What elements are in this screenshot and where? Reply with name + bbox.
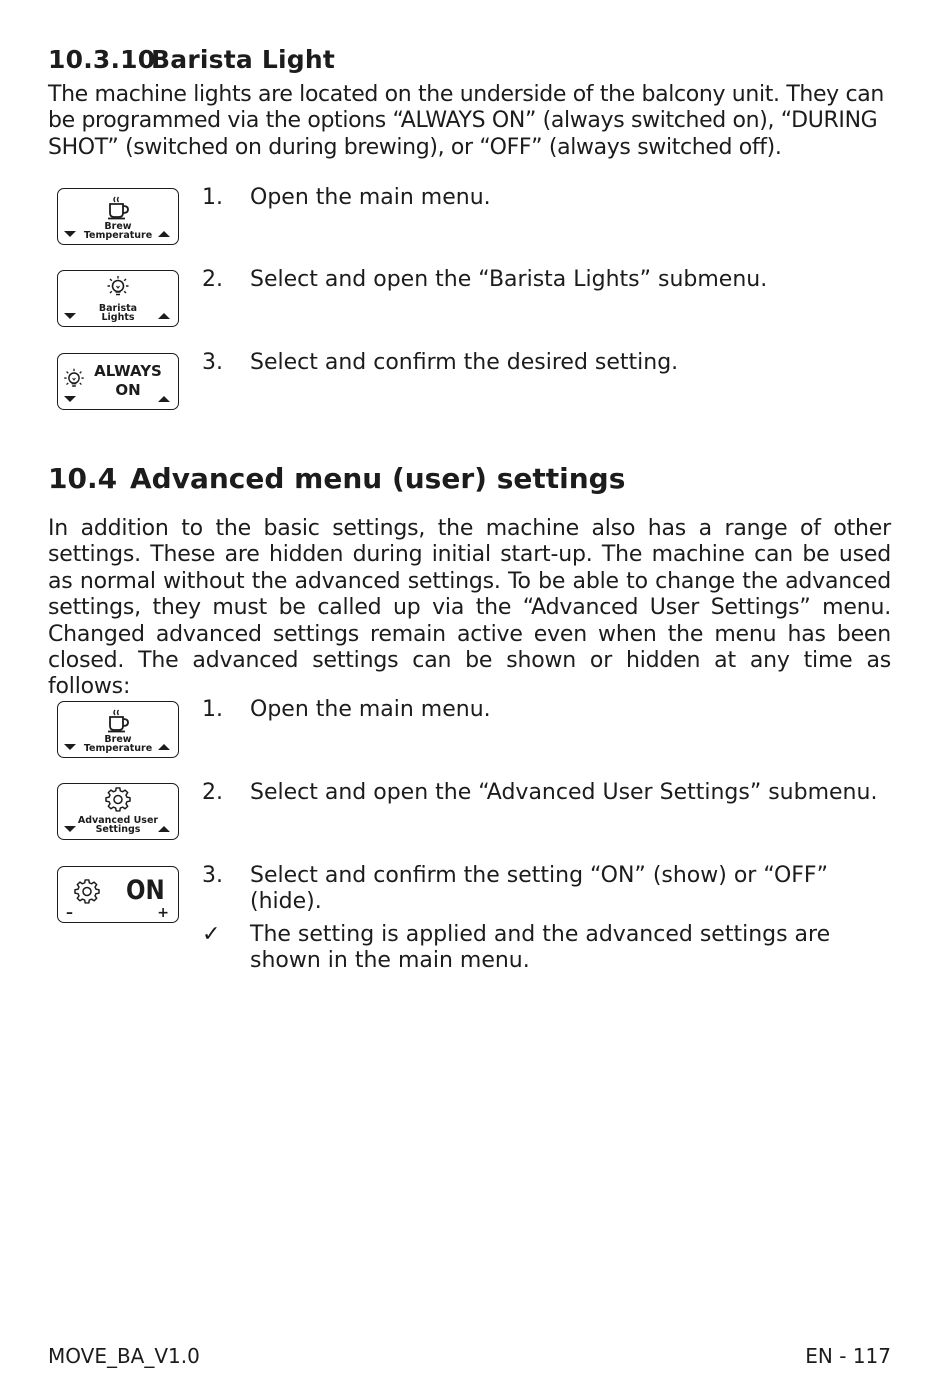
up-arrow-icon [158, 826, 170, 832]
section-heading-advanced-settings [48, 462, 625, 495]
minus-icon: – [66, 905, 73, 921]
step-text: Select and open the “Barista Lights” submenu. [250, 267, 768, 292]
display-line-1: Advanced User [77, 815, 159, 826]
step-number: 1. [202, 185, 223, 210]
display-always-on [57, 353, 179, 410]
display-brew-temperature [57, 701, 179, 758]
lightbulb-icon [61, 366, 87, 392]
display-line-1: Barista [98, 303, 138, 314]
up-arrow-icon [158, 744, 170, 750]
step-number: 3. [202, 863, 223, 888]
display-barista-lights [57, 270, 179, 327]
step-number: 3. [202, 350, 223, 375]
step-text: Open the main menu. [250, 185, 491, 210]
down-arrow-icon [64, 744, 76, 750]
display-advanced-user-settings [57, 783, 179, 840]
section-heading-barista-light [48, 45, 335, 74]
display-brew-temperature [57, 188, 179, 245]
up-arrow-icon [158, 231, 170, 237]
footer-document-id: MOVE_BA_V1.0 [48, 1344, 200, 1368]
display-line-2: Settings [95, 824, 141, 835]
display-line-2: Temperature [83, 230, 153, 241]
coffee-cup-icon [105, 194, 131, 220]
display-line-2: Temperature [83, 743, 153, 754]
barista-light-intro: The machine lights are located on the underside of the balcony unit. They can be programmed via the options “ALWAYS ON” (always switched on), “DURING SHOT” (switched on during brewing), or “OFF” (always switched off). [48, 82, 884, 160]
result-text: The setting is applied and the advanced settings are shown in the main menu. [250, 922, 831, 974]
step-text: Select and confirm the setting “ON” (show) or “OFF” (hide). [250, 863, 828, 915]
step-number: 2. [202, 267, 223, 292]
display-line-2: ON [115, 381, 141, 399]
section-title: Barista Light [151, 45, 335, 74]
display-on-setting [57, 866, 179, 923]
up-arrow-icon [158, 313, 170, 319]
up-arrow-icon [158, 396, 170, 402]
advanced-settings-intro: In addition to the basic settings, the machine also has a range of other settings. These are hidden during initial start-up. The machine can be used as normal without the advanced settings. To be able to change the advanced settings, they must be called up via the “Advanced User Settings” menu. Changed advanced settings remain active even when the menu has been closed. The advanced settings can be shown or hidden at any time as follows: [48, 516, 891, 700]
section-number: 10.3.10 [48, 45, 156, 74]
down-arrow-icon [64, 396, 76, 402]
lightbulb-icon [104, 274, 132, 300]
down-arrow-icon [64, 313, 76, 319]
display-line-1: Brew [104, 734, 132, 745]
section-number: 10.4 [48, 462, 118, 495]
gear-icon [74, 879, 100, 905]
step-text: Open the main menu. [250, 697, 491, 722]
coffee-cup-icon [105, 707, 131, 733]
plus-icon: + [157, 905, 169, 921]
step-number: 1. [202, 697, 223, 722]
gear-icon [105, 787, 131, 813]
checkmark-icon: ✓ [202, 922, 221, 947]
down-arrow-icon [64, 826, 76, 832]
step-number: 2. [202, 780, 223, 805]
display-value: ON [126, 875, 165, 906]
footer-page-number: EN - 117 [805, 1344, 891, 1368]
display-line-2: Lights [101, 312, 135, 323]
display-line-1: ALWAYS [94, 362, 162, 380]
display-line-1: Brew [104, 221, 132, 232]
step-text: Select and open the “Advanced User Settings” submenu. [250, 780, 878, 805]
down-arrow-icon [64, 231, 76, 237]
step-text: Select and confirm the desired setting. [250, 350, 679, 375]
section-title: Advanced menu (user) settings [130, 462, 626, 495]
